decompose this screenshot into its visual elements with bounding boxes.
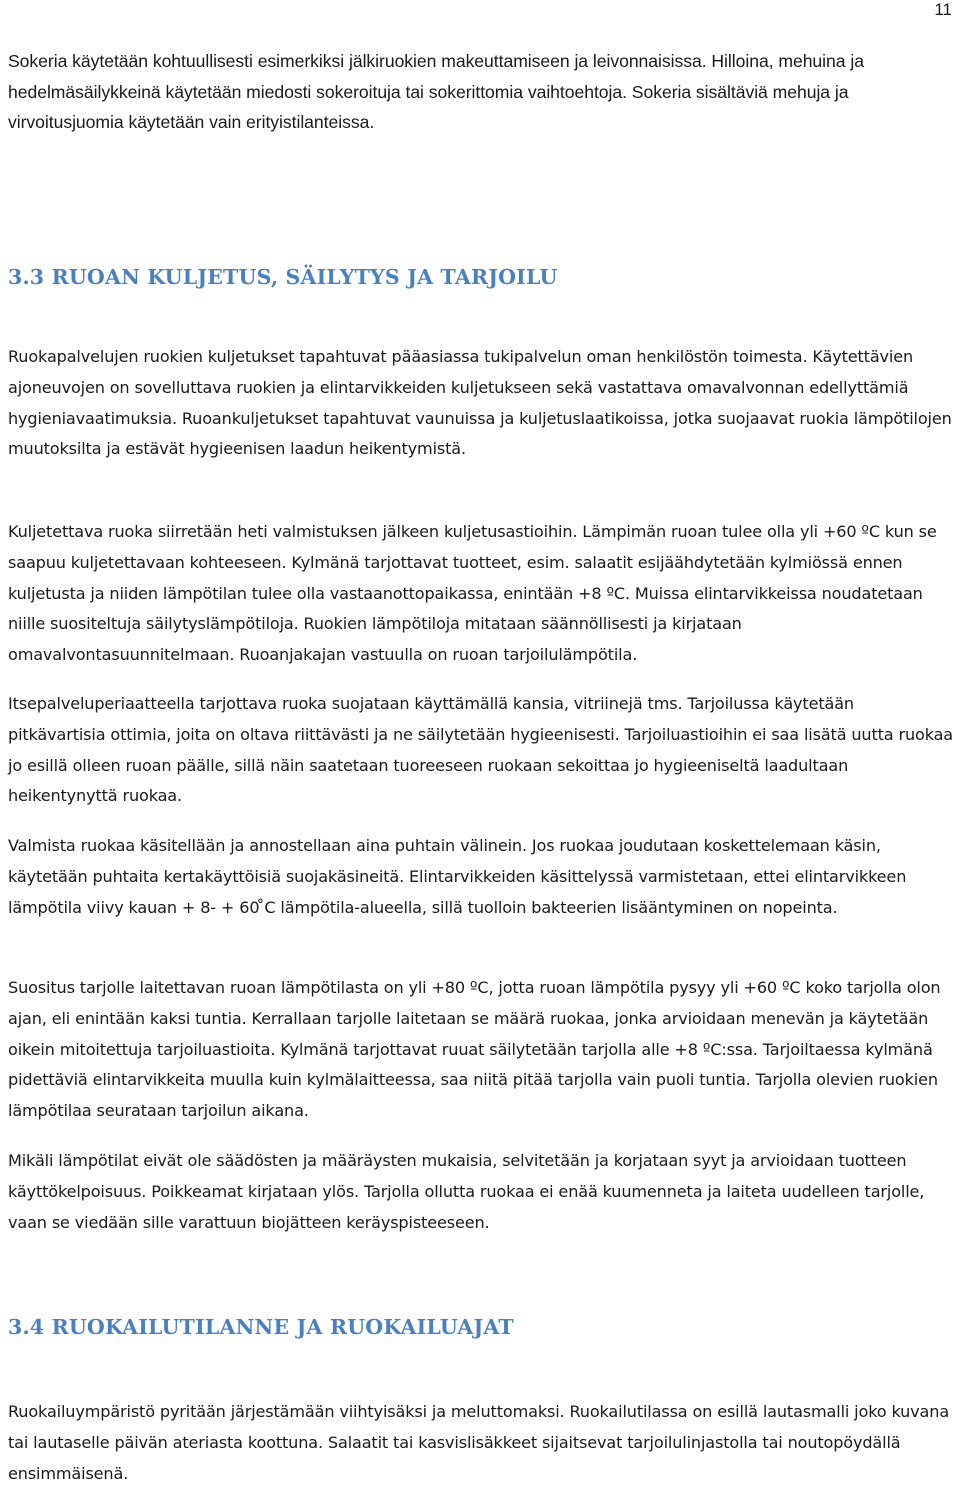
section-heading-3-4: 3.4 RUOKAILUTILANNE JA RUOKAILUAJAT: [8, 1315, 514, 1339]
intro-paragraph: Sokeria käytetään kohtuullisesti esimerkiksi jälkiruokien makeuttamiseen ja leivonnaisissa. Hilloina, mehuina ja hedelmäsäilykkeinä käytetään miedosti sokeroituja tai sokerittomia vaihtoehtoja. Sokeria sisältäviä mehuja ja virvoitusjuomia käytetään vain erityistilanteissa.: [8, 51, 864, 132]
paragraph-temperatures: Kuljetettava ruoka siirretään heti valmistuksen jälkeen kuljetusastioihin. Lämpimän ruoan tulee olla yli +60 ºC kun se saapuu kuljetettavaan kohteeseen. Kylmänä tarjottavat tuotteet, esim. salaatit esijäähdytetään kylmiössä ennen kuljetusta ja niiden lämpötilan tulee olla vastaanottopaikassa, enintään +8 ºC. Muissa elintarvikkeissa noudatetaan niille suositeltuja säilytyslämpötiloja. Ruokien lämpötiloja mitataan säännöllisesti ja kirjataan omavalvontasuunnitelmaan. Ruoanjakajan vastuulla on ruoan tarjoilulämpötila.: [8, 522, 937, 665]
paragraph-handling: Valmista ruokaa käsitellään ja annostellaan aina puhtain välinein. Jos ruokaa joudutaan koskettelemaan käsin, käytetään puhtaita kertakäyttöisiä suojakäsineitä. Elintarvikkeiden käsittelyssä varmistetaan, ettei elintarvikkeen lämpötila viivy kauan + 8- + 60 ̊C lämpötila-alueella, sillä tuolloin bakteerien lisääntyminen on nopeinta.: [8, 836, 907, 917]
section-heading-3-3: 3.3 RUOAN KULJETUS, SÄILYTYS JA TARJOILU: [8, 265, 558, 289]
paragraph-transport: Ruokapalvelujen ruokien kuljetukset tapahtuvat pääasiassa tukipalvelun oman henkilöstön toimesta. Käytettävien ajoneuvojen on sovelluttava ruokien ja elintarvikkeiden kuljetukseen sekä vastattava omavalvonnan edellyttämiä hygieniavaatimuksia. Ruoankuljetukset tapahtuvat vaunuissa ja kuljetuslaatikoissa, jotka suojaavat ruokia lämpötilojen muutoksilta ja estävät hygieenisen laadun heikentymistä.: [8, 347, 952, 459]
paragraph-self-service: Itsepalveluperiaatteella tarjottava ruoka suojataan käyttämällä kansia, vitriinejä tms. Tarjoilussa käytetään pitkävartisia ottimia, joita on oltava riittävästi ja ne säilytetään hygieenisesti. Tarjoiluastioihin ei saa lisätä uutta ruokaa jo esillä olleen ruoan päälle, sillä näin saatetaan tuoreeseen ruokaan sekoittaa jo hygieeniseltä laadultaan heikentynyttä ruokaa.: [8, 694, 954, 806]
paragraph-deviations: Mikäli lämpötilat eivät ole säädösten ja määräysten mukaisia, selvitetään ja korjataan syyt ja arvioidaan tuotteen käyttökelpoisuus. Poikkeamat kirjataan ylös. Tarjolla ollutta ruokaa ei enää kuumenneta ja laiteta uudelleen tarjolle, vaan se viedään sille varattuun biojätteen keräyspisteeseen.: [8, 1151, 925, 1232]
paragraph-dining-environment: Ruokailuympäristö pyritään järjestämään viihtyisäksi ja meluttomaksi. Ruokailutilassa on esillä lautasmalli joko kuvana tai lautaselle päivän ateriasta koottuna. Salaatit tai kasvislisäkkeet sijaitsevat tarjoilulinjastolla tai noutopöydällä ensimmäisenä.: [8, 1402, 950, 1483]
paragraph-serving-temperature: Suositus tarjolle laitettavan ruoan lämpötilasta on yli +80 ºC, jotta ruoan lämpötila pysyy yli +60 ºC koko tarjolla olon ajan, eli enintään kaksi tuntia. Kerrallaan tarjolle laitetaan se määrä ruokaa, jonka arvioidaan menevän ja käytetään oikein mitoitettuja tarjoiluastioita. Kylmänä tarjottavat ruuat säilytetään tarjolla alle +8 ºC:ssa. Tarjoiltaessa kylmänä pidettäviä elintarvikkeita muulla kuin kylmälaitteessa, saa niitä pitää tarjolla vain puoli tuntia. Tarjolla olevien ruokien lämpötilaa seurataan tarjoilun aikana.: [8, 978, 941, 1121]
page-number: 11: [934, 0, 952, 19]
